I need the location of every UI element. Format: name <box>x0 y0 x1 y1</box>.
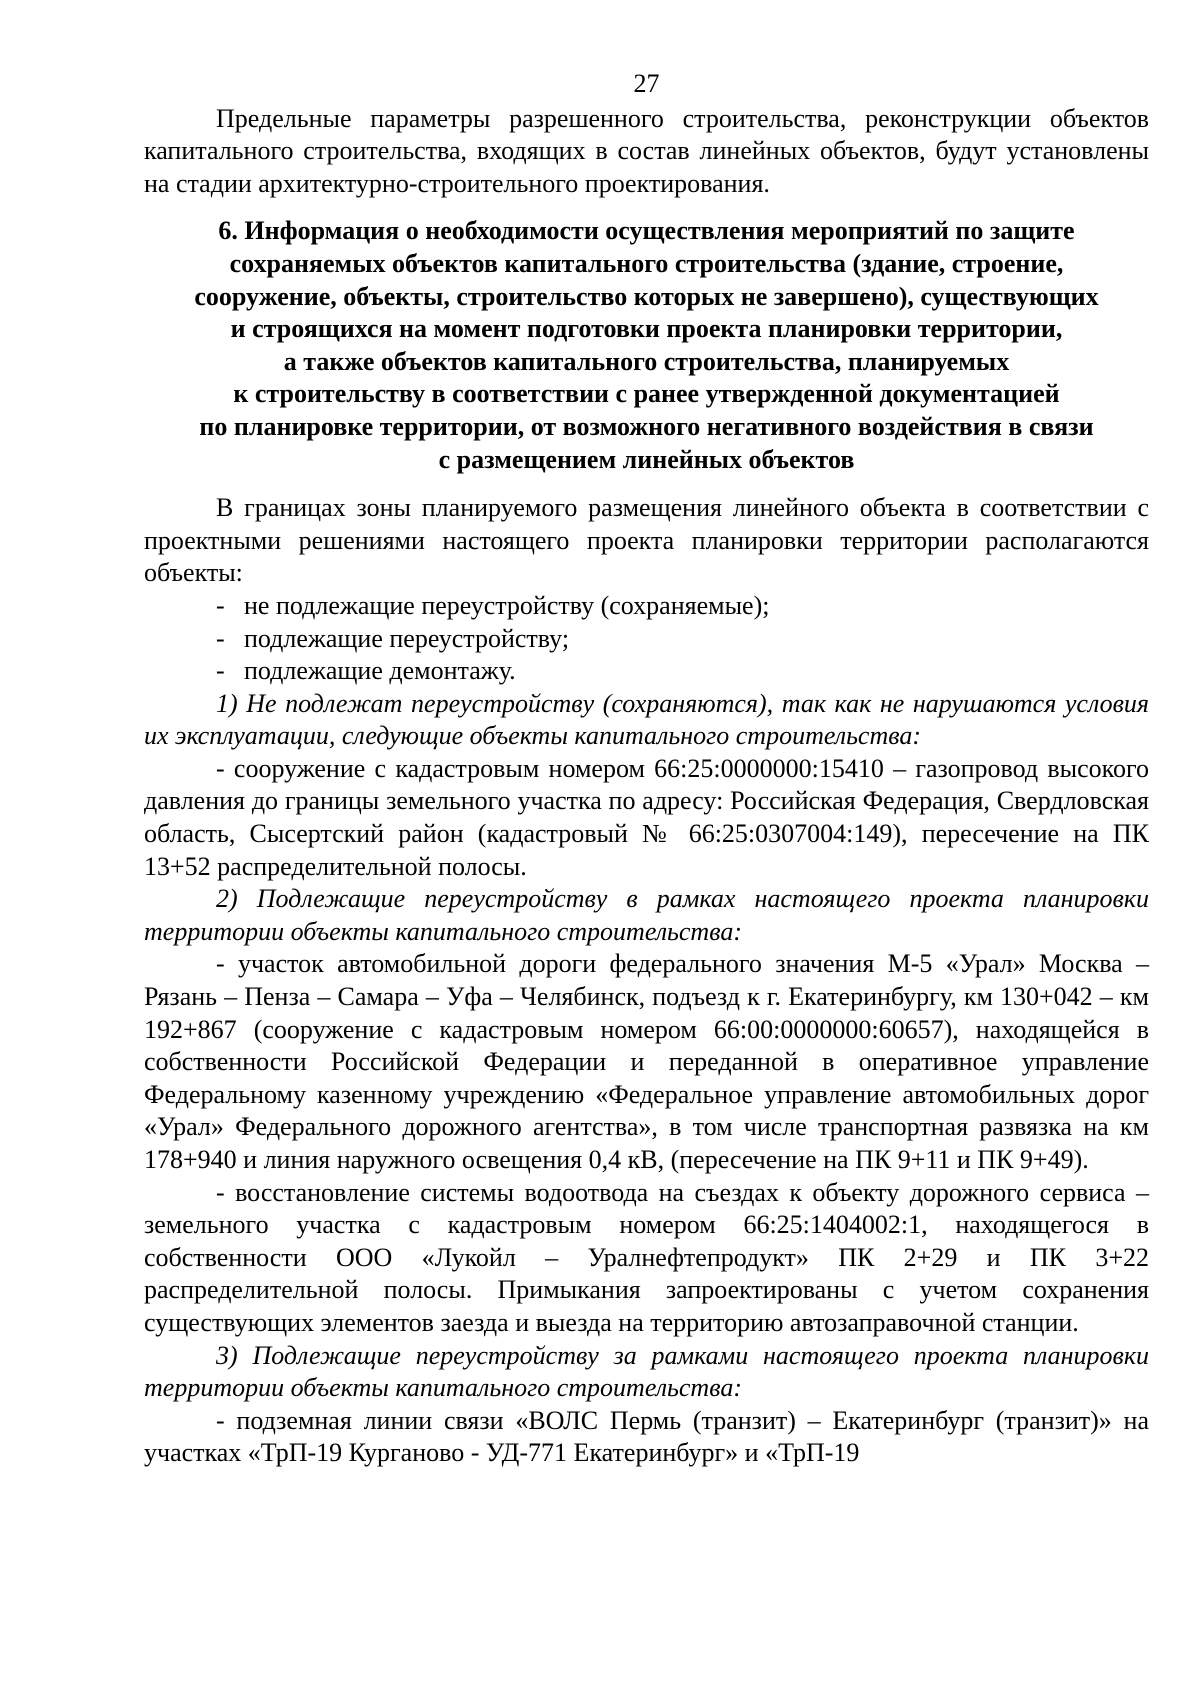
list-item <box>144 623 1149 656</box>
list-item-text: подлежащие переустройству; <box>244 623 570 653</box>
intro-paragraph: Предельные параметры разрешенного строительства, реконструкции объектов капитального строительства, входящих в состав линейных объектов, будут установлены на стадии архитектурно-строительного проектирования. <box>144 103 1149 198</box>
heading-line: сохраняемых объектов капитального строительства (здание, строение, <box>229 248 1064 278</box>
list-item <box>144 655 1149 688</box>
heading-line: по планировке территории, от возможного негативного воздействия в связи <box>199 411 1094 441</box>
list-item-text: подлежащие демонтажу. <box>244 656 516 686</box>
list-dash: - <box>216 590 225 620</box>
heading-line: с размещением линейных объектов <box>438 444 855 474</box>
heading-line: сооружение, объекты, строительство которых не завершено), существующих <box>194 281 1099 311</box>
group3-title: 3) Подлежащие переустройству за рамками настоящего проекта планировки территории объекты капитального строительства: <box>144 1340 1149 1403</box>
page-number: 27 <box>633 69 660 98</box>
list-dash: - <box>216 623 225 653</box>
group2-item: - участок автомобильной дороги федерального значения М-5 «Урал» Москва – Рязань – Пенза – Самара – Уфа – Челябинск, подъезд к г. Екатеринбургу, км 130+042 – км 192+867 (сооружение с кадастровым номером 66:00:0000000:60657), находящейся в собственности Российской Федерации и переданной в оперативное управление Федеральному казенному учреждению «Федеральное управление автомобильных дорог «Урал» Федерального дорожного агентства», в том числе транспортная развязка на км 178+940 и линия наружного освещения 0,4 кВ, (пересечение на ПК 9+11 и ПК 9+49). <box>144 949 1149 1174</box>
heading-line: 6. Информация о необходимости осуществления мероприятий по защите <box>218 216 1075 246</box>
list-item <box>144 590 1149 623</box>
list-dash: - <box>216 656 225 686</box>
heading-line: и строящихся на момент подготовки проекта планировки территории, <box>230 314 1063 344</box>
group3-item: - подземная линии связи «ВОЛС Пермь (транзит) – Екатеринбург (транзит)» на участках «ТрП-19 Курганово - УД-771 Екатеринбург» и «ТрП-19 <box>144 1405 1149 1468</box>
section-heading <box>144 215 1149 476</box>
group1-item: - сооружение с кадастровым номером 66:25:0000000:15410 – газопровод высокого давления до границы земельного участка по адресу: Российская Федерация, Свердловская область, Сысертский район (кадастровый № 66:25:0307004:149), пересечение на ПК 13+52 распределительной полосы. <box>144 753 1149 881</box>
list-item-text: не подлежащие переустройству (сохраняемые); <box>244 590 770 620</box>
zone-paragraph: В границах зоны планируемого размещения линейного объекта в соответствии с проектными решениями настоящего проекта планировки территории располагаются объекты: <box>144 493 1149 588</box>
group1-title: 1) Не подлежат переустройству (сохраняются), так как не нарушаются условия их эксплуатации, следующие объекты капитального строительства: <box>144 688 1149 751</box>
heading-line: а также объектов капитального строительства, планируемых <box>283 346 1010 376</box>
heading-line: к строительству в соответствии с ранее утвержденной документацией <box>233 379 1060 409</box>
document-page <box>144 68 1149 1470</box>
group2-item: - восстановление системы водоотвода на съездах к объекту дорожного сервиса – земельного участка с кадастровым номером 66:25:1404002:1, находящегося в собственности ООО «Лукойл – Уралнефтепродукт» ПК 2+29 и ПК 3+22 распределительной полосы. Примыкания запроектированы с учетом сохранения существующих элементов заезда и выезда на территорию автозаправочной станции. <box>144 1177 1149 1337</box>
group2-title: 2) Подлежащие переустройству в рамках настоящего проекта планировки территории объекты капитального строительства: <box>144 884 1149 946</box>
